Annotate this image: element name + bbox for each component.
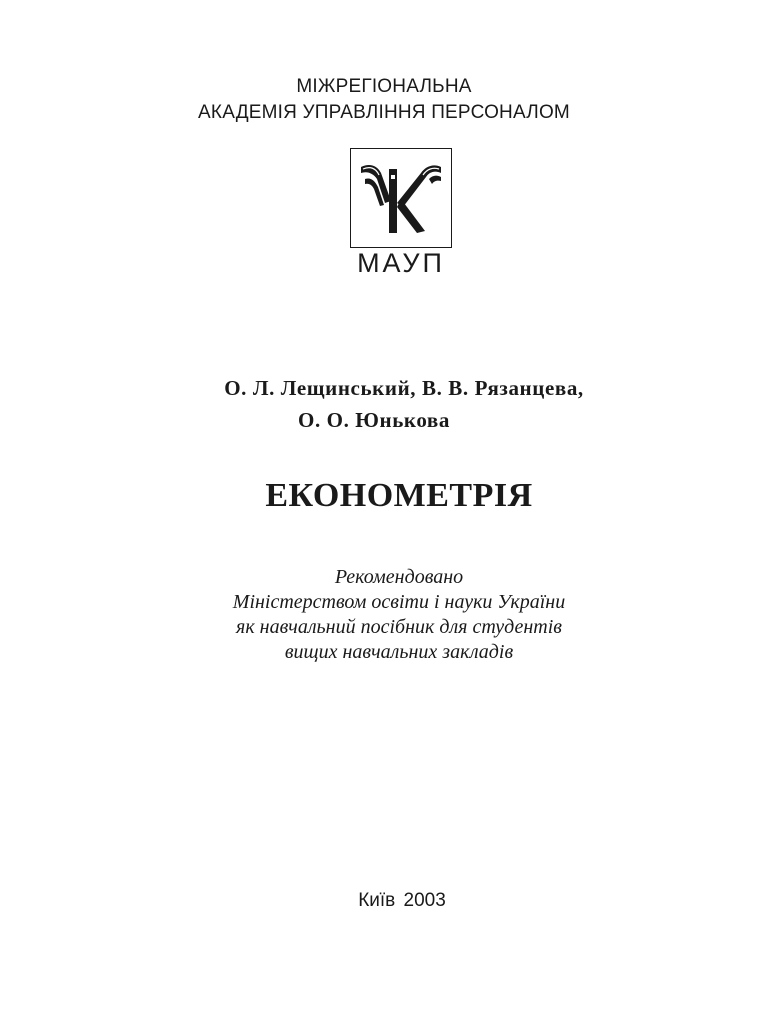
authors-line-2: О. О. Юнькова [298,408,450,432]
logo-caption: МАУП [357,248,445,278]
authors [0,372,768,436]
publisher-line-1: МІЖРЕГІОНАЛЬНА [296,76,472,97]
recommendation-line-3: як навчальний посібник для студентів [236,616,562,638]
authors-line-1: О. Л. Лещинський, В. В. Рязанцева, [224,376,584,400]
publisher-line-2: АКАДЕМІЯ УПРАВЛІННЯ ПЕРСОНАЛОМ [198,102,570,123]
book-title: ЕКОНОМЕТРІЯ [265,477,533,514]
publisher-name [0,74,768,126]
recommendation-note [0,565,768,665]
recommendation-line-2: Міністерством освіти і науки України [232,591,566,613]
recommendation-line-4: вищих навчальних закладів [284,641,514,663]
recommendation-line-1: Рекомендовано [334,566,464,588]
maup-emblem-icon [350,148,452,248]
imprint-city-year: Київ 2003 [358,890,446,911]
